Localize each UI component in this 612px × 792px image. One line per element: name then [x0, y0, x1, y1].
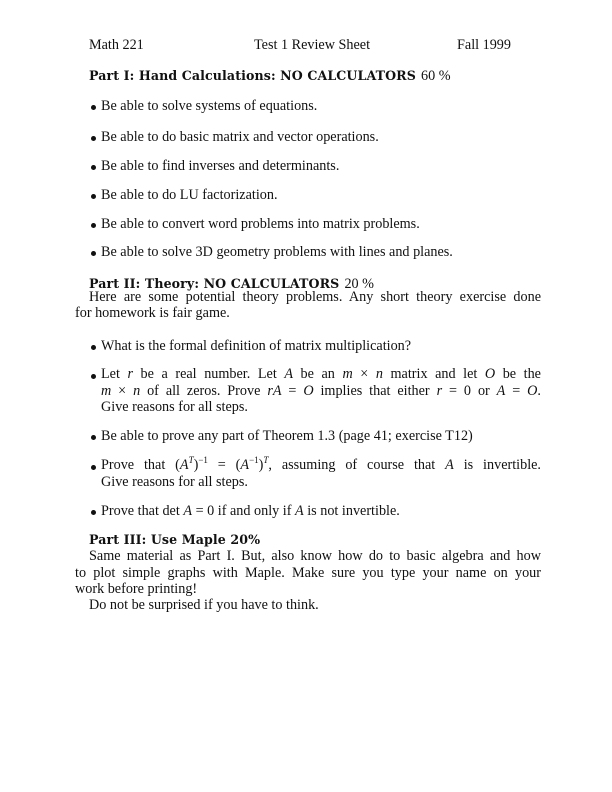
- part3-line2: to plot simple graphs with Maple. Make sure you type your name on your: [75, 565, 541, 581]
- part3-line4: Do not be surprised if you have to think.: [89, 597, 319, 613]
- part1-weight: 60 %: [421, 68, 451, 84]
- math-var: A: [445, 457, 454, 473]
- part1-item: Be able to do basic matrix and vector operations.: [101, 129, 379, 145]
- math-var: A: [496, 383, 506, 399]
- part2-heading-text: Part II: Theory: NO CALCULATORS: [89, 276, 340, 291]
- text: ): [193, 457, 199, 473]
- document-title: Test 1 Review Sheet: [254, 37, 371, 53]
- math-var: A: [183, 503, 193, 519]
- text: Prove that (: [101, 457, 180, 473]
- math-sup: −1: [198, 455, 208, 465]
- part1-item: Be able to convert word problems into matrix problems.: [101, 216, 420, 232]
- part2-item5: [101, 503, 400, 519]
- part1-item: Be able to solve 3D geometry problems with lines and planes.: [101, 244, 453, 260]
- part2-item2-line1: [101, 366, 541, 382]
- course-label: Math 221: [89, 37, 144, 53]
- text: Let: [101, 366, 128, 382]
- text: =: [505, 383, 528, 399]
- part2-item4-line2: Give reasons for all steps.: [101, 474, 248, 490]
- math-var: O: [484, 366, 496, 382]
- text: .: [537, 383, 541, 399]
- text: be the: [495, 366, 541, 382]
- part2-intro-line2: for homework is fair game.: [75, 305, 230, 321]
- text: be an: [293, 366, 343, 382]
- bullet-icon: [91, 194, 96, 199]
- text: , assuming of course that: [268, 457, 446, 473]
- math-var: A: [179, 457, 189, 473]
- text: = 0 or: [442, 383, 497, 399]
- text: ): [258, 457, 264, 473]
- bullet-icon: [91, 165, 96, 170]
- bullet-icon: [91, 251, 96, 256]
- math-var: n: [375, 366, 383, 382]
- text: ×: [352, 366, 376, 382]
- math-sup: −1: [249, 455, 259, 465]
- text: implies that either: [313, 383, 437, 399]
- math-var: A: [240, 457, 250, 473]
- bullet-icon: [91, 223, 96, 228]
- part2-weight: 20 %: [344, 276, 374, 292]
- math-var: A: [295, 503, 304, 519]
- math-var: A: [284, 366, 293, 382]
- math-var: r: [127, 366, 133, 382]
- part1-heading-text: Part I: Hand Calculations: NO CALCULATORS: [89, 68, 416, 83]
- part2-item: What is the formal definition of matrix multiplication?: [101, 338, 412, 354]
- math-var: m: [101, 383, 112, 399]
- bullet-icon: [91, 136, 96, 141]
- bullet-icon: [91, 435, 96, 440]
- math-var: n: [133, 383, 141, 399]
- text: = (: [207, 457, 241, 473]
- math-var: O: [303, 383, 314, 399]
- part2-item2-line2: [101, 383, 541, 399]
- math-var: m: [342, 366, 353, 382]
- math-var: O: [527, 383, 538, 399]
- text: ×: [111, 383, 134, 399]
- part1-item: Be able to do LU factorization.: [101, 187, 278, 203]
- part2-intro-line1: Here are some potential theory problems. Any short theory exercise done: [89, 289, 541, 305]
- math-sup: T: [188, 455, 194, 465]
- part1-item: Be able to solve systems of equations.: [101, 98, 318, 114]
- bullet-icon: [91, 374, 96, 379]
- math-var: r: [436, 383, 443, 399]
- part1-item: Be able to find inverses and determinants.: [101, 158, 340, 174]
- part3-heading: Part III: Use Maple 20%: [89, 532, 261, 547]
- part1-heading: [89, 65, 451, 84]
- part2-item4-line1: [101, 457, 541, 473]
- term-label: Fall 1999: [457, 37, 511, 53]
- bullet-icon: [91, 105, 96, 110]
- bullet-icon: [91, 510, 96, 515]
- text: matrix and let: [382, 366, 485, 382]
- math-var: rA: [267, 383, 282, 399]
- text: = 0 if and only if: [192, 503, 295, 519]
- part3-line1: Same material as Part I. But, also know how do to basic algebra and how: [89, 548, 541, 564]
- part2-item: Be able to prove any part of Theorem 1.3 (page 41; exercise T12): [101, 428, 473, 444]
- text: =: [281, 383, 304, 399]
- text: Prove that det: [101, 503, 184, 519]
- bullet-icon: [91, 345, 96, 350]
- part3-line3: work before printing!: [75, 581, 198, 597]
- text: be a real number. Let: [133, 366, 285, 382]
- bullet-icon: [91, 465, 96, 470]
- text: of all zeros. Prove: [140, 383, 268, 399]
- text: is invertible.: [453, 457, 541, 473]
- text: is not invertible.: [303, 503, 400, 519]
- math-sup: T: [263, 455, 269, 465]
- part2-item2-line3: Give reasons for all steps.: [101, 399, 248, 415]
